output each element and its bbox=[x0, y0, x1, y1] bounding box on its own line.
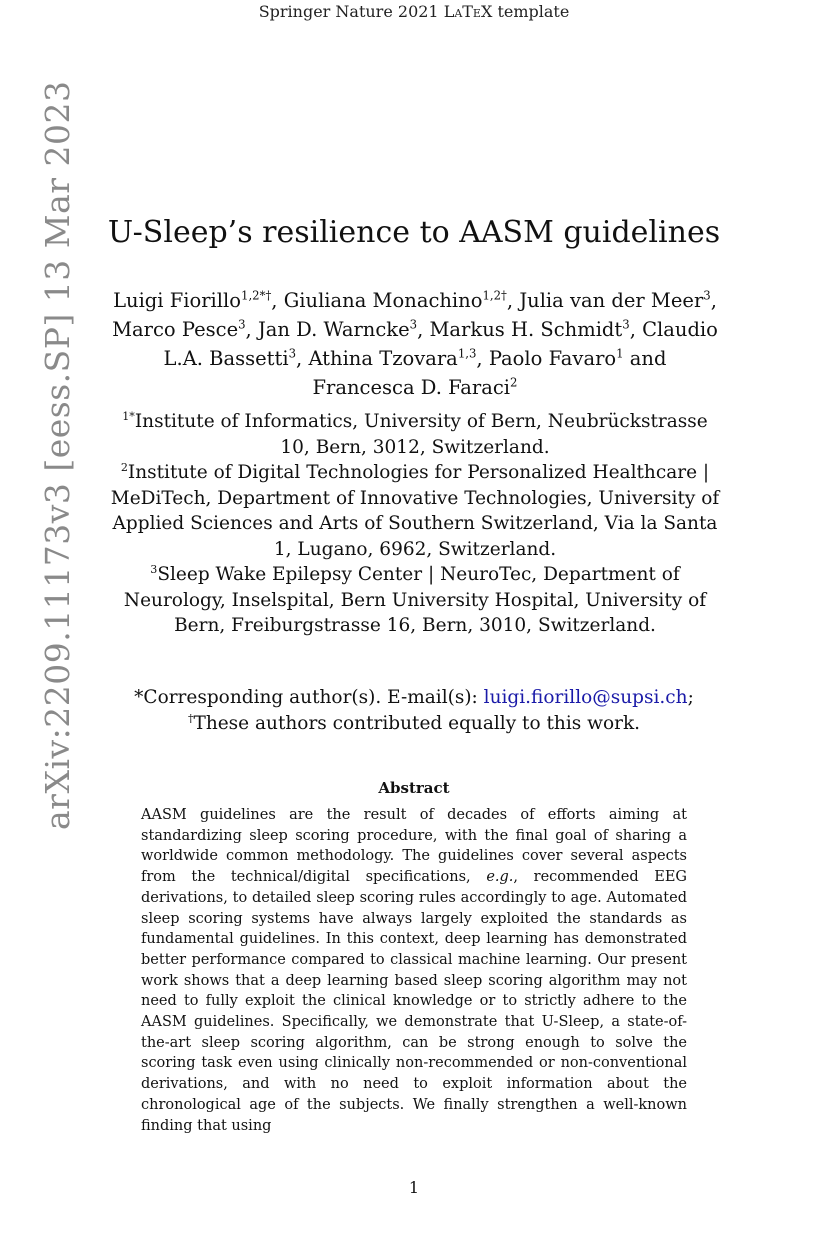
author-affil-mark: 3 bbox=[703, 288, 711, 303]
latex-logo: LaTeX bbox=[443, 2, 493, 21]
author-affil-mark: 3 bbox=[238, 317, 246, 332]
author-separator: , bbox=[506, 289, 520, 312]
affiliation bbox=[110, 562, 720, 639]
author-name: Jan D. Warncke bbox=[257, 318, 410, 341]
author bbox=[284, 289, 520, 312]
author-name: Francesca D. Faraci bbox=[312, 376, 511, 399]
author bbox=[429, 318, 642, 341]
abstract-eg: e.g. bbox=[486, 869, 514, 886]
author-name: Julia van der Meer bbox=[519, 289, 704, 312]
author-name: Claudio L.A. Bassetti bbox=[163, 318, 718, 370]
author-affil-mark: 3 bbox=[622, 317, 630, 332]
email-link[interactable]: luigi.fiorillo@supsi.ch bbox=[483, 687, 688, 708]
author-affil-mark: 1,3 bbox=[457, 346, 477, 361]
header-prefix: Springer Nature 2021 bbox=[258, 2, 444, 21]
dagger-mark: † bbox=[187, 711, 194, 725]
author bbox=[308, 347, 488, 370]
corresponding-label: *Corresponding author(s). E-mail(s): bbox=[134, 687, 484, 708]
affiliation bbox=[110, 409, 720, 460]
author bbox=[258, 318, 430, 341]
affiliation-mark: 2 bbox=[120, 460, 128, 474]
correspondence-block bbox=[100, 685, 728, 737]
equal-contribution-note: These authors contributed equally to this work. bbox=[193, 713, 641, 734]
author-name: Marco Pesce bbox=[112, 318, 239, 341]
paper-title: U-Sleep’s resilience to AASM guidelines bbox=[107, 215, 721, 250]
author-name: Luigi Fiorillo bbox=[113, 289, 242, 312]
author-separator: , bbox=[271, 289, 284, 312]
author-separator: , bbox=[629, 318, 643, 341]
abstract-text-part: , recommended EEG derivations, to detailed sleep scoring rules accordingly to age. Automated sleep scoring systems have always largely exploited the standards as fundamental guidelines. In this context, deep learning has demonstrated better performance compared to classical machine learning. Our present work shows that a deep learning based sleep scoring algorithm may not need to fully exploit the clinical knowledge or to strictly adhere to the AASM guidelines. Specifically, we demonstrate that U-Sleep, a state-of-the-art sleep scoring algorithm, can be strong enough to solve the scoring task even using clinically non-recommended or non-conventional derivations, and with no need to exploit information about the chronological age of the subjects. We finally strengthen a well-known finding that using bbox=[141, 869, 688, 1134]
author-name: Markus H. Schmidt bbox=[429, 318, 623, 341]
header-suffix: template bbox=[492, 2, 570, 21]
author-affil-mark: 1,2*† bbox=[241, 288, 272, 303]
author-list bbox=[110, 286, 720, 402]
author bbox=[489, 347, 667, 370]
page-number: 1 bbox=[408, 1178, 420, 1197]
abstract-heading: Abstract bbox=[378, 779, 450, 797]
author bbox=[519, 289, 717, 312]
affiliation-text: Sleep Wake Epilepsy Center | NeuroTec, Department of Neurology, Inselspital, Bern University Hospital, University of Bern, Freiburgstrasse 16, Bern, 3010, Switzerland. bbox=[123, 564, 707, 636]
author-separator: , bbox=[476, 347, 489, 370]
affiliation-mark: 3 bbox=[150, 562, 158, 576]
author-separator: , bbox=[710, 289, 717, 312]
email-terminator: ; bbox=[687, 687, 694, 708]
abstract-body bbox=[141, 805, 687, 1136]
affiliation-text: Institute of Digital Technologies for Personalized Healthcare | MeDiTech, Department of Innovative Technologies, University of Applied Sciences and Arts of Southern Switzerland, Via la Santa 1, Lugano, 6962, Switzerland. bbox=[110, 462, 720, 560]
author-separator: and bbox=[623, 347, 667, 370]
author-name: Giuliana Monachino bbox=[283, 289, 483, 312]
author-separator: , bbox=[245, 318, 258, 341]
author-name: Athina Tzovara bbox=[308, 347, 458, 370]
author bbox=[313, 376, 518, 399]
author-affil-mark: 2 bbox=[510, 375, 518, 390]
author-affil-mark: 1 bbox=[616, 346, 624, 361]
author-affil-mark: 3 bbox=[288, 346, 297, 361]
running-header bbox=[0, 2, 828, 21]
author-name: Paolo Favaro bbox=[488, 347, 617, 370]
author-affil-mark: 1,2† bbox=[482, 288, 507, 303]
author-affil-mark: 3 bbox=[409, 317, 418, 332]
author-separator: , bbox=[296, 347, 309, 370]
affiliation-list bbox=[110, 409, 720, 639]
affiliation-mark: 1* bbox=[122, 409, 135, 423]
arxiv-stamp: arXiv:2209.11173v3 [eess.SP] 13 Mar 2023 bbox=[38, 80, 77, 830]
abstract-text-part: AASM guidelines are the result of decades of efforts aiming at standardizing sleep scoring procedure, with the final goal of sharing a worldwide common methodology. The guidelines cover several aspects from the technical/digital specifications, bbox=[141, 807, 687, 886]
author bbox=[112, 318, 258, 341]
affiliation-text: Institute of Informatics, University of Bern, Neubrückstrasse 10, Bern, 3012, Switzerland. bbox=[134, 411, 708, 458]
affiliation bbox=[110, 460, 720, 562]
author-separator: , bbox=[417, 318, 430, 341]
author bbox=[113, 289, 284, 312]
